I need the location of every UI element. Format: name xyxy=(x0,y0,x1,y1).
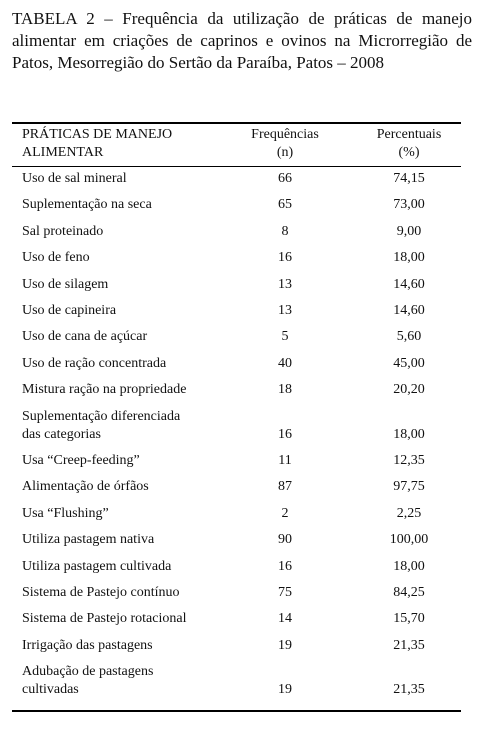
percentage-value: 74,15 xyxy=(393,171,425,186)
practice-label-line: Utiliza pastagem cultivada xyxy=(22,558,172,574)
practice-label-line: Sistema de Pastejo contínuo xyxy=(22,585,180,600)
practice-label-line: Uso de silagem xyxy=(22,276,109,292)
percentage-value: 18,00 xyxy=(393,250,425,266)
practice-label-line: Utiliza pastagem nativa xyxy=(22,532,155,548)
frequency-value: 87 xyxy=(278,479,292,495)
header-practices-line2: ALIMENTAR xyxy=(22,145,104,160)
frequency-value: 65 xyxy=(278,197,292,213)
frequency-value: 90 xyxy=(278,532,292,548)
frequency-value: 16 xyxy=(278,426,292,442)
percentage-value: 21,35 xyxy=(393,637,425,653)
practice-label-line: Uso de ração concentrada xyxy=(22,355,167,371)
practice-label-line: Uso de feno xyxy=(22,250,90,266)
header-practices-line1: PRÁTICAS DE MANEJO xyxy=(22,127,173,142)
practice-label-line: Uso de capineira xyxy=(22,303,117,318)
table-bottom-rule xyxy=(12,710,461,712)
percentage-value: 18,00 xyxy=(393,558,425,574)
practice-label-line: Alimentação de órfãos xyxy=(22,479,149,495)
frequency-value: 75 xyxy=(278,585,292,600)
frequency-value: 2 xyxy=(281,505,289,521)
frequency-value: 11 xyxy=(278,453,292,468)
frequency-value: 16 xyxy=(278,558,292,574)
practice-label xyxy=(22,663,237,699)
header-frequencies-line2: (n) xyxy=(276,145,294,160)
percentage-value: 20,20 xyxy=(393,382,425,398)
practice-label-line: Adubação de pastagens xyxy=(22,664,154,680)
header-frequencies-line1: Frequências xyxy=(251,127,319,142)
practice-label-line: Suplementação diferenciada xyxy=(22,408,181,424)
frequency-value: 18 xyxy=(278,382,292,398)
percentage-value: 97,75 xyxy=(393,479,425,495)
percentage-value: 2,25 xyxy=(396,505,422,521)
frequency-value: 19 xyxy=(278,682,292,698)
percentage-value: 15,70 xyxy=(393,611,425,627)
practice-label-line: Usa “Creep-feeding” xyxy=(22,453,140,468)
header-percentages-line2: (%) xyxy=(398,145,420,160)
percentage-value: 5,60 xyxy=(396,329,422,345)
percentage-value: 73,00 xyxy=(393,197,425,213)
percentage-value: 18,00 xyxy=(393,426,425,442)
practice-label-line: Uso de cana de açúcar xyxy=(22,329,148,345)
practice-label-line: cultivadas xyxy=(22,682,79,698)
percentage-value: 14,60 xyxy=(393,303,425,318)
practice-label-line: Suplementação na seca xyxy=(22,197,152,213)
frequency-value: 40 xyxy=(278,355,292,371)
percentage-value: 21,35 xyxy=(393,682,425,698)
practice-label-line: Mistura ração na propriedade xyxy=(22,382,187,398)
frequency-value: 5 xyxy=(281,329,289,345)
percentage-value: 14,60 xyxy=(393,276,425,292)
percentage-value: 84,25 xyxy=(393,585,425,600)
practice-label-line: Sistema de Pastejo rotacional xyxy=(22,611,187,627)
percentage-value: 12,35 xyxy=(393,453,425,468)
practice-label-line: Irrigação das pastagens xyxy=(22,637,153,653)
practice-label-line: das categorias xyxy=(22,426,101,442)
practice-label-line: Sal proteinado xyxy=(22,223,104,239)
frequency-value: 66 xyxy=(278,171,292,186)
frequency-value: 13 xyxy=(278,276,292,292)
percentage-value: 45,00 xyxy=(393,355,425,371)
header-percentages-line1: Percentuais xyxy=(376,127,442,142)
practice-label-line: Uso de sal mineral xyxy=(22,171,127,186)
frequency-value: 19 xyxy=(278,637,292,653)
percentage-value: 100,00 xyxy=(389,532,429,548)
frequency-value: 13 xyxy=(278,303,292,318)
table-caption: TABELA 2 – Frequência da utilização de práticas de manejo alimentar em criações de caprinos e ovinos na Microrregião de Patos, Mesorregião do Sertão da Paraíba, Patos – 2008 xyxy=(12,9,472,72)
percentage-value: 9,00 xyxy=(396,223,422,239)
frequency-value: 8 xyxy=(281,223,289,239)
frequency-value: 14 xyxy=(278,611,292,627)
practice-label-line: Usa “Flushing” xyxy=(22,505,109,521)
frequency-value: 16 xyxy=(278,250,292,266)
